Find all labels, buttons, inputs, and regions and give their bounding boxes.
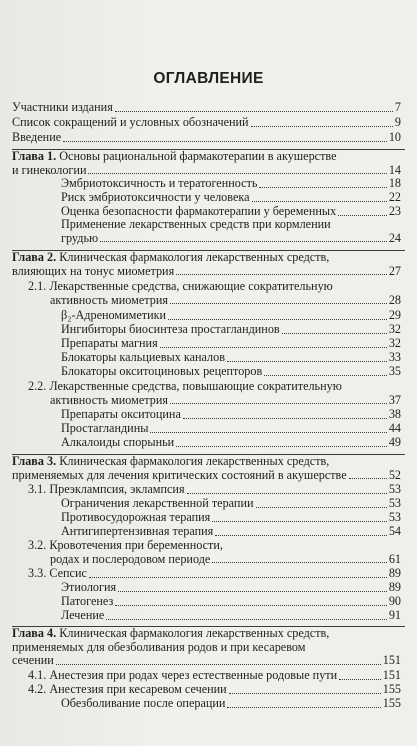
toc-entry-title: Применение лекарственных средств при кормлении — [61, 217, 331, 231]
section-title-line: 2.1. Лекарственные средства, снижающие сократительную — [28, 279, 333, 293]
toc-entry-title: Патогенез — [61, 594, 114, 608]
toc-section-3-2[interactable] — [28, 539, 401, 566]
chapter-title-line: Клиническая фармакология лекарственных средств, — [56, 626, 330, 640]
chapter-label: Глава 3. — [12, 454, 57, 468]
dot-leader — [227, 707, 380, 708]
dot-leader — [170, 403, 387, 404]
toc-entry[interactable] — [61, 609, 401, 623]
toc-entry-title: Участники издания — [12, 100, 113, 114]
toc-entry-title: Препараты магния — [61, 336, 158, 350]
toc-entry[interactable] — [61, 511, 401, 525]
toc-entry[interactable] — [61, 309, 401, 323]
toc-entry[interactable] — [61, 497, 401, 511]
section-title-line: активность миометрия — [50, 392, 168, 407]
dot-leader — [187, 493, 387, 494]
dot-leader — [338, 215, 387, 216]
toc-entry[interactable] — [61, 408, 401, 422]
chapter-title-line: применяемых для лечения критических состояний в акушерстве — [12, 467, 347, 482]
toc-page-number: 18 — [388, 176, 401, 190]
dot-leader — [118, 591, 387, 592]
toc-chapter-4[interactable] — [12, 627, 401, 668]
toc-page-number: 7 — [394, 100, 401, 114]
toc-entry-title: Антигипертензивная терапия — [61, 524, 214, 538]
toc-entry-title: Препараты окситоцина — [61, 407, 181, 421]
dot-leader — [339, 679, 381, 680]
chapter-title-line: применяемых для обезболивания родов и при кесаревом — [12, 639, 306, 654]
toc-section-2-1[interactable] — [28, 280, 401, 307]
section-title-line: 3.2. Кровотечения при беременности, — [28, 538, 223, 552]
toc-entry[interactable] — [61, 177, 401, 191]
dot-leader — [170, 303, 387, 304]
toc-page-number: 14 — [388, 162, 401, 177]
toc-entry[interactable] — [61, 218, 401, 245]
toc-page-number: 22 — [388, 190, 401, 204]
toc-entry-title: 3.1. Преэклампсия, эклампсия — [28, 482, 185, 496]
toc-entry-title: Алкалоиды спорыньи — [61, 435, 175, 449]
toc-page-number: 61 — [388, 551, 401, 566]
toc-chapter-3[interactable] — [12, 455, 401, 482]
toc-entry[interactable] — [61, 422, 401, 436]
dot-leader — [252, 201, 387, 202]
dot-leader — [256, 507, 387, 508]
chapter-title-line: и гинекологии — [12, 162, 87, 177]
dot-leader — [63, 141, 387, 142]
toc-section-4-1[interactable] — [28, 669, 401, 683]
dot-leader — [176, 274, 387, 275]
toc-entry[interactable] — [12, 131, 401, 145]
toc-entry-title: Противосудорожная терапия — [61, 510, 211, 524]
toc-entry-title: Ингибиторы биосинтеза простагландинов — [61, 322, 280, 336]
dot-leader — [349, 478, 387, 479]
toc-page-number: 9 — [394, 115, 401, 129]
toc-entry-title: Блокаторы кальциевых каналов — [61, 350, 225, 364]
section-title-line: 2.2. Лекарственные средства, повышающие сократительную — [28, 379, 342, 393]
toc-entry-title: Эмбриотоксичность и тератогенность — [61, 176, 258, 190]
toc-entry-title: Введение — [12, 130, 62, 144]
toc-entry[interactable] — [61, 595, 401, 609]
toc-page-number: 23 — [388, 204, 401, 218]
dot-leader — [100, 241, 387, 242]
toc-entry[interactable] — [12, 116, 401, 130]
toc-entry[interactable] — [61, 337, 401, 351]
dot-leader — [150, 432, 386, 433]
toc-chapter-2[interactable] — [12, 251, 401, 278]
toc-page-number: 91 — [388, 608, 401, 622]
toc-section-4-2[interactable] — [28, 683, 401, 697]
toc-entry-title-cont: грудью — [61, 230, 99, 245]
chapter-title-line: Основы рациональной фармакотерапии в акушерстве — [56, 149, 337, 163]
section-title-line: родах и послеродовом периоде — [50, 551, 211, 566]
toc-page-number: 37 — [388, 392, 401, 407]
toc-page-number: 89 — [388, 566, 401, 580]
section-title-line: активность миометрия — [50, 292, 168, 307]
chapter-title-line: сечении — [12, 653, 54, 668]
dot-leader — [176, 446, 387, 447]
toc-section-3-1[interactable] — [28, 483, 401, 497]
dot-leader — [259, 187, 386, 188]
toc-page-number: 33 — [388, 350, 401, 364]
toc-chapter-1[interactable] — [12, 150, 401, 177]
toc-page-number: 32 — [388, 336, 401, 350]
toc-entry[interactable] — [61, 323, 401, 337]
toc-entry[interactable] — [61, 351, 401, 365]
dot-leader — [251, 126, 393, 127]
dot-leader — [56, 664, 381, 665]
toc-entry-title: Риск эмбриотоксичности у человека — [61, 190, 250, 204]
toc-entry[interactable] — [61, 436, 401, 450]
toc-page-number: 24 — [388, 230, 401, 245]
chapter-label: Глава 1. — [12, 149, 57, 163]
toc-section-2-2[interactable] — [28, 380, 401, 407]
toc-page-number: 38 — [388, 407, 401, 421]
toc-entry-title: Этиология — [61, 580, 117, 594]
toc-entry[interactable] — [12, 101, 401, 115]
toc-section-3-3[interactable] — [28, 567, 401, 581]
dot-leader — [212, 562, 387, 563]
toc-entry[interactable] — [61, 365, 401, 379]
page-title: ОГЛАВЛЕНИЕ — [153, 70, 264, 87]
dot-leader — [115, 111, 393, 112]
chapter-label: Глава 2. — [12, 250, 57, 264]
toc-entry-title: 3.3. Сепсис — [28, 566, 87, 580]
toc-entry[interactable] — [61, 697, 401, 711]
toc-page-number: 29 — [388, 308, 401, 322]
toc-entry-title: β₂-Адреномиметики — [61, 308, 167, 322]
toc-page-number: 89 — [388, 580, 401, 594]
dot-leader — [168, 319, 387, 320]
toc-page-number: 151 — [382, 668, 401, 682]
toc-page-number: 32 — [388, 322, 401, 336]
toc-entry[interactable] — [61, 191, 401, 205]
dot-leader — [88, 173, 386, 174]
toc-entry-title: Простагландины — [61, 421, 149, 435]
toc-page-number: 54 — [388, 524, 401, 538]
toc-page-number: 52 — [388, 467, 401, 482]
dot-leader — [212, 521, 387, 522]
dot-leader — [229, 693, 381, 694]
toc-page-number: 90 — [388, 594, 401, 608]
toc-entry-title: Обезболивание после операции — [61, 696, 226, 710]
toc-page-number: 27 — [388, 263, 401, 278]
toc-entry-title: Ограничения лекарственной терапии — [61, 496, 254, 510]
toc-page-number: 53 — [388, 510, 401, 524]
toc-entry[interactable] — [61, 525, 401, 539]
dot-leader — [115, 605, 387, 606]
toc-page-number: 155 — [382, 696, 401, 710]
chapter-title-line: Клиническая фармакология лекарственных средств, — [56, 250, 330, 264]
toc-page-number: 53 — [388, 496, 401, 510]
toc-entry-title: Лечение — [61, 608, 105, 622]
toc-entry-title: Блокаторы окситоциновых рецепторов — [61, 364, 263, 378]
dot-leader — [183, 418, 387, 419]
dot-leader — [160, 347, 387, 348]
toc-page-number: 49 — [388, 435, 401, 449]
chapter-title-line: влияющих на тонус миометрия — [12, 263, 175, 278]
chapter-title-line: Клиническая фармакология лекарственных средств, — [56, 454, 330, 468]
dot-leader — [264, 375, 387, 376]
dot-leader — [215, 535, 387, 536]
dot-leader — [282, 333, 387, 334]
toc-entry-title: 4.2. Анестезия при кесаревом сечении — [28, 682, 227, 696]
dot-leader — [106, 619, 387, 620]
toc-page-number: 28 — [388, 292, 401, 307]
toc-page-number: 35 — [388, 364, 401, 378]
toc-entry-title: Оценка безопасности фармакотерапии у беременных — [61, 204, 337, 218]
toc-page-number: 151 — [382, 653, 401, 668]
toc-page-number: 155 — [382, 682, 401, 696]
toc-page-number: 53 — [388, 482, 401, 496]
toc-page-number: 44 — [388, 421, 401, 435]
toc-entry-title: 4.1. Анестезия при родах через естественные родовые пути — [28, 668, 338, 682]
dot-leader — [89, 577, 387, 578]
toc-entry-title: Список сокращений и условных обозначений — [12, 115, 249, 129]
chapter-label: Глава 4. — [12, 626, 57, 640]
toc-page-number: 10 — [388, 130, 401, 144]
toc-entry[interactable] — [61, 581, 401, 595]
dot-leader — [227, 361, 387, 362]
